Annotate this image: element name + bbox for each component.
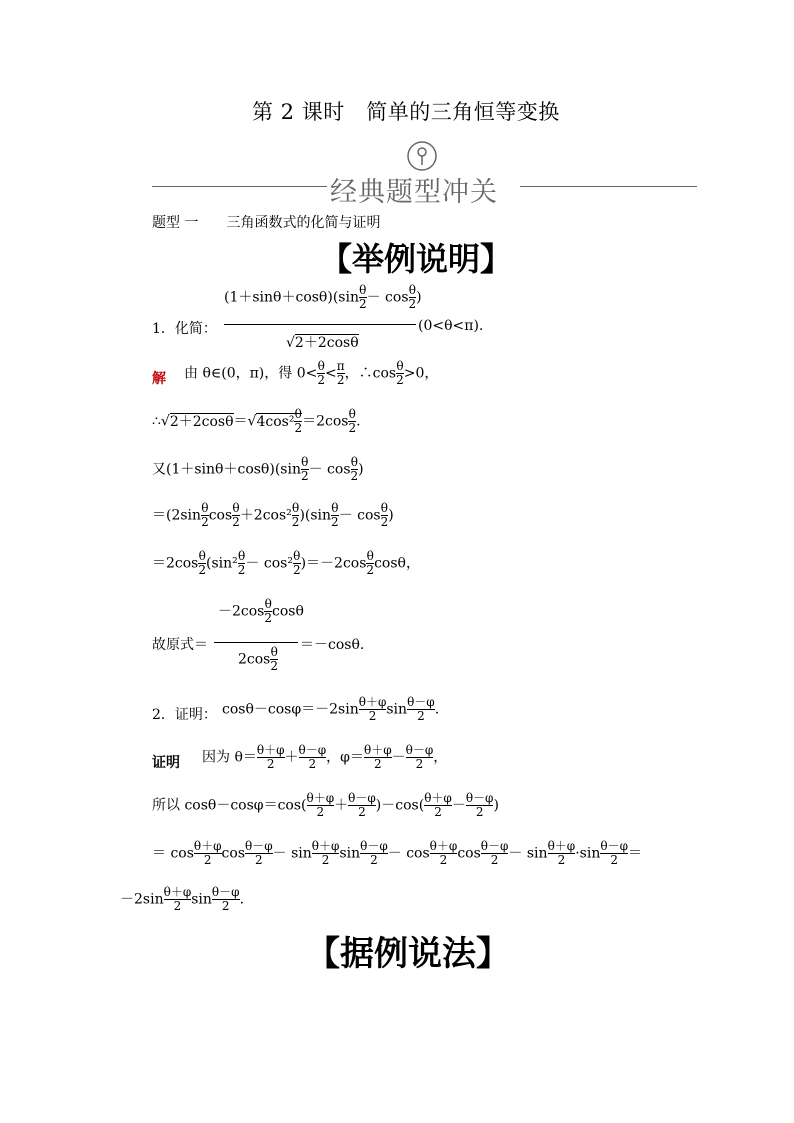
solution1-line1: 由 θ∈(0，π)，得 0< $\frac{\theta}{2}$ < $\frac{\pi}{2}$ ，∴cos $\frac{\theta}{2}$ >0， (184, 359, 439, 388)
example-heading: 【举例说明】 (320, 240, 513, 278)
problem2-statement: cosθ－cosφ＝－2sin $\frac{\theta+\varphi}{2}$ sin $\frac{\theta-\varphi}{2}$ . (222, 695, 440, 724)
solution1-final-label: 故原式＝ (152, 637, 208, 653)
banner-title: 经典题型冲关 (330, 177, 498, 208)
section-title: 题型 一 三角函数式的化简与证明 (152, 215, 381, 231)
method-heading: 【据例说法】 (306, 934, 510, 974)
proof2-line3: ＝ cos $\frac{\theta+\varphi}{2}$ cos $\frac{\theta-\varphi}{2}$ － sin $\frac{\theta+\varphi}{2}$ sin $\frac{\theta-\varphi}{2}$ － cos $\frac{\theta+\varphi}{2}$ cos $\frac{\theta-\varphi}{2}$ － sin $\frac{\theta+\varphi}{2}$ ·sin $\frac{\theta-\varphi}{2}$ ＝ (152, 839, 642, 868)
problem1-numerator: (1＋sinθ＋cosθ)(sin $\frac{\theta}{2}$ － cos $\frac{\theta}{2}$ ) (224, 283, 422, 312)
problem1-denominator: √2＋2cosθ (286, 335, 359, 351)
proof2-line4: －2sin $\frac{\theta+\varphi}{2}$ sin $\frac{\theta-\varphi}{2}$ . (120, 885, 245, 914)
solution1-line4: ＝(2sin $\frac{\theta}{2}$ cos $\frac{\theta}{2}$ ＋2cos² $\frac{\theta}{2}$ )(sin $\frac{\theta}{2}$ － cos $\frac{\theta}{2}$ ) (152, 501, 394, 530)
problem2-label: 2．证明： (152, 707, 217, 723)
solution1-final-denominator: 2cos $\frac{\theta}{2}$ (238, 645, 279, 674)
solution1-label: 解 (152, 371, 166, 387)
solution1-line2: ∴√2＋2cosθ＝√4cos² $\frac{\theta}{2}$ ＝2cos $\frac{\theta}{2}$ . (152, 407, 361, 436)
proof2-line1: 因为 θ＝ $\frac{\theta+\varphi}{2}$ ＋ $\frac{\theta-\varphi}{2}$ ，φ＝ $\frac{\theta+\varphi}{2}$ － $\frac{\theta-\varphi}{2}$ ， (202, 743, 448, 772)
solution1-line5: ＝2cos $\frac{\theta}{2}$ (sin² $\frac{\theta}{2}$ － cos² $\frac{\theta}{2}$ )＝－2cos $\frac{\theta}{2}$ cosθ， (152, 549, 420, 578)
solution1-final-result: ＝－cosθ. (300, 637, 365, 653)
solution1-final-numerator: －2cos $\frac{\theta}{2}$ cosθ (218, 597, 304, 626)
problem1-condition: (0<θ<π). (418, 318, 484, 334)
problem1-fraction-bar (224, 324, 416, 325)
keyhole-icon (405, 140, 439, 172)
problem1-label: 1．化简： (152, 321, 217, 337)
proof2-label: 证明 (152, 755, 180, 771)
proof2-line2: 所以 cosθ－cosφ＝cos( $\frac{\theta+\varphi}{2}$ ＋ $\frac{\theta-\varphi}{2}$ )－cos( $\frac{\theta+\varphi}{2}$ － $\frac{\theta-\varphi}{2}$ ) (152, 791, 499, 820)
solution1-line3: 又(1＋sinθ＋cosθ)(sin $\frac{\theta}{2}$ － cos $\frac{\theta}{2}$ ) (152, 455, 364, 484)
page-title: 第 2 课时 简单的三角恒等变换 (252, 100, 560, 124)
solution1-final-bar (214, 642, 298, 643)
